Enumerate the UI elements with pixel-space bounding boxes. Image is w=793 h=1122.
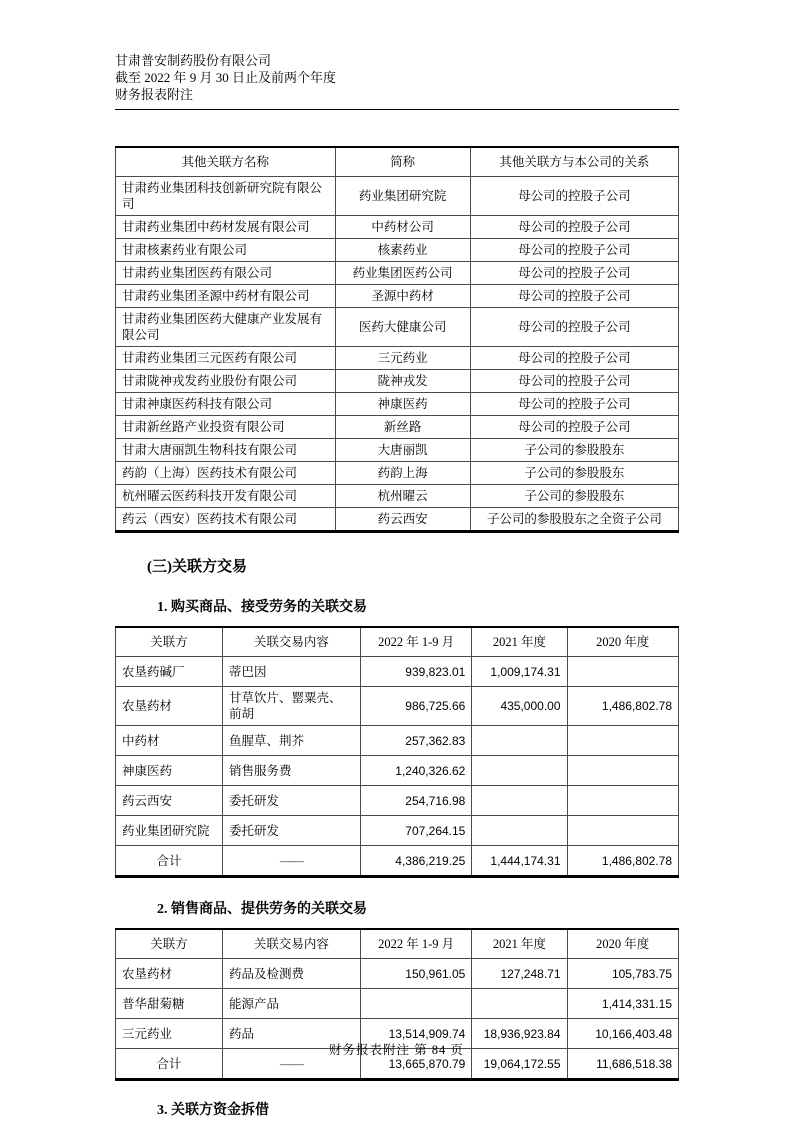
table-cell: 药品 — [222, 1019, 360, 1049]
table-cell — [567, 726, 679, 756]
table-cell: 甘草饮片、罂粟壳、前胡 — [222, 687, 360, 726]
column-header: 其他关联方与本公司的关系 — [470, 147, 678, 177]
table-row — [116, 462, 679, 485]
table-cell: 母公司的控股子公司 — [470, 370, 678, 393]
table-cell: 18,936,923.84 — [472, 1019, 567, 1049]
table-cell: 药云西安 — [116, 786, 223, 816]
table-row — [116, 177, 679, 216]
table-cell: 母公司的控股子公司 — [470, 416, 678, 439]
table-cell: 127,248.71 — [472, 959, 567, 989]
sales-section-heading: 2. 销售商品、提供劳务的关联交易 — [157, 902, 367, 917]
table-cell — [472, 816, 567, 846]
table-row — [116, 308, 679, 347]
table-cell: 神康医药 — [116, 756, 223, 786]
table-cell: 甘肃神康医药科技有限公司 — [116, 393, 336, 416]
table-cell: 普华甜菊糖 — [116, 989, 223, 1019]
table-cell: 中药材公司 — [335, 216, 470, 239]
table-cell: 圣源中药材 — [335, 285, 470, 308]
table-cell: 1,444,174.31 — [472, 846, 567, 877]
table-cell: 甘肃药业集团三元医药有限公司 — [116, 347, 336, 370]
table-cell: 甘肃药业集团医药大健康产业发展有限公司 — [116, 308, 336, 347]
table-cell: 三元药业 — [116, 1019, 223, 1049]
table-cell: 甘肃药业集团科技创新研究院有限公司 — [116, 177, 336, 216]
table-cell: 257,362.83 — [360, 726, 471, 756]
table-row — [116, 687, 679, 726]
table-cell: 19,064,172.55 — [472, 1049, 567, 1080]
table-cell: 1,486,802.78 — [567, 846, 679, 877]
header-rule — [115, 109, 679, 110]
page-footer: 财务报表附注 第 84 页 — [329, 1043, 464, 1057]
table-cell — [567, 657, 679, 687]
table-cell: 陇神戎发 — [335, 370, 470, 393]
column-header: 2021 年度 — [472, 929, 567, 959]
table-row — [116, 393, 679, 416]
table-cell: 农垦药材 — [116, 959, 223, 989]
table-cell: 1,414,331.15 — [567, 989, 679, 1019]
table-cell: 13,665,870.79 — [360, 1049, 471, 1080]
page-header-doc-title: 财务报表附注 — [115, 87, 194, 102]
column-header: 其他关联方名称 — [116, 147, 336, 177]
page-header — [115, 52, 679, 103]
table-cell: 子公司的参股股东 — [470, 485, 678, 508]
table-cell: 254,716.98 — [360, 786, 471, 816]
table-cell: 1,009,174.31 — [472, 657, 567, 687]
table-cell: 新丝路 — [335, 416, 470, 439]
table-cell: 神康医药 — [335, 393, 470, 416]
table-cell: 鱼腥草、荆芥 — [222, 726, 360, 756]
table-row — [116, 786, 679, 816]
column-header: 2022 年 1-9 月 — [360, 929, 471, 959]
page-header-company: 甘肃普安制药股份有限公司 — [115, 53, 272, 68]
table-cell: 药业集团研究院 — [116, 816, 223, 846]
table-cell: 核素药业 — [335, 239, 470, 262]
table-cell: 甘肃新丝路产业投资有限公司 — [116, 416, 336, 439]
table-row — [116, 239, 679, 262]
table-row — [116, 285, 679, 308]
table-cell: 986,725.66 — [360, 687, 471, 726]
table-row — [116, 726, 679, 756]
table-cell: 11,686,518.38 — [567, 1049, 679, 1080]
column-header: 2021 年度 — [472, 627, 567, 657]
page-header-period: 截至 2022 年 9 月 30 日止及前两个年度 — [115, 70, 337, 85]
table-cell: 合计 — [116, 1049, 223, 1080]
table-cell — [567, 756, 679, 786]
table-cell — [567, 816, 679, 846]
column-header: 2020 年度 — [567, 929, 679, 959]
column-header: 关联方 — [116, 929, 223, 959]
table-cell: 甘肃陇神戎发药业股份有限公司 — [116, 370, 336, 393]
table-row — [116, 989, 679, 1019]
table-cell: 母公司的控股子公司 — [470, 308, 678, 347]
column-header: 2020 年度 — [567, 627, 679, 657]
table-cell: 能源产品 — [222, 989, 360, 1019]
table-cell — [360, 989, 471, 1019]
table-cell: 药业集团医药公司 — [335, 262, 470, 285]
table-cell: 医药大健康公司 — [335, 308, 470, 347]
related-parties-table — [115, 146, 679, 533]
table-cell: 三元药业 — [335, 347, 470, 370]
table-cell: —— — [222, 1049, 360, 1080]
table-cell — [472, 756, 567, 786]
table-cell: 药业集团研究院 — [335, 177, 470, 216]
table-cell: 母公司的控股子公司 — [470, 347, 678, 370]
table-row — [116, 216, 679, 239]
table-cell: 子公司的参股股东 — [470, 439, 678, 462]
table-header-row — [116, 147, 679, 177]
table-cell: 母公司的控股子公司 — [470, 239, 678, 262]
table-cell: 子公司的参股股东之全资子公司 — [470, 508, 678, 532]
table-cell — [472, 786, 567, 816]
table-cell: 甘肃药业集团医药有限公司 — [116, 262, 336, 285]
table-cell: 合计 — [116, 846, 223, 877]
table-cell: 150,961.05 — [360, 959, 471, 989]
table-row — [116, 439, 679, 462]
table-cell: 农垦药材 — [116, 687, 223, 726]
table-cell: 中药材 — [116, 726, 223, 756]
table-cell: 杭州曜云医药科技开发有限公司 — [116, 485, 336, 508]
table-row — [116, 508, 679, 532]
purchase-section-heading: 1. 购买商品、接受劳务的关联交易 — [157, 600, 367, 615]
table-cell: 母公司的控股子公司 — [470, 393, 678, 416]
purchase-transactions-table — [115, 626, 679, 878]
table-cell: 甘肃核素药业有限公司 — [116, 239, 336, 262]
table-row — [116, 347, 679, 370]
table-cell: 药韵上海 — [335, 462, 470, 485]
column-header: 简称 — [335, 147, 470, 177]
table-cell: 甘肃药业集团圣源中药材有限公司 — [116, 285, 336, 308]
table-row — [116, 262, 679, 285]
table-cell: 甘肃药业集团中药材发展有限公司 — [116, 216, 336, 239]
table-cell: 707,264.15 — [360, 816, 471, 846]
table-cell: 委托研发 — [222, 816, 360, 846]
table-row — [116, 416, 679, 439]
table-cell: 母公司的控股子公司 — [470, 177, 678, 216]
table-cell: 销售服务费 — [222, 756, 360, 786]
table-row — [116, 816, 679, 846]
table-cell: 母公司的控股子公司 — [470, 285, 678, 308]
section-heading-related-transactions: (三)关联方交易 — [147, 559, 247, 575]
table-row — [116, 959, 679, 989]
table-cell: 435,000.00 — [472, 687, 567, 726]
table-row — [116, 846, 679, 877]
column-header: 2022 年 1-9 月 — [360, 627, 471, 657]
table-cell: 10,166,403.48 — [567, 1019, 679, 1049]
table-row — [116, 370, 679, 393]
table-row — [116, 657, 679, 687]
table-cell: 杭州曜云 — [335, 485, 470, 508]
table-cell: 药韵（上海）医药技术有限公司 — [116, 462, 336, 485]
column-header: 关联交易内容 — [222, 929, 360, 959]
column-header: 关联方 — [116, 627, 223, 657]
table-cell: 939,823.01 — [360, 657, 471, 687]
loans-section-heading: 3. 关联方资金拆借 — [157, 1103, 269, 1118]
column-header: 关联交易内容 — [222, 627, 360, 657]
table-cell: 105,783.75 — [567, 959, 679, 989]
table-row — [116, 485, 679, 508]
table-cell: 大唐丽凯 — [335, 439, 470, 462]
table-cell: 蒂巴因 — [222, 657, 360, 687]
table-cell — [567, 786, 679, 816]
sales-transactions-table — [115, 928, 679, 1081]
table-header-row — [116, 627, 679, 657]
table-cell: 委托研发 — [222, 786, 360, 816]
table-header-row — [116, 929, 679, 959]
table-cell: 13,514,909.74 — [360, 1019, 471, 1049]
table-cell: 甘肃大唐丽凯生物科技有限公司 — [116, 439, 336, 462]
table-cell: 1,240,326.62 — [360, 756, 471, 786]
table-cell: —— — [222, 846, 360, 877]
table-cell — [472, 989, 567, 1019]
table-cell: 1,486,802.78 — [567, 687, 679, 726]
table-cell: 4,386,219.25 — [360, 846, 471, 877]
table-cell: 药云（西安）医药技术有限公司 — [116, 508, 336, 532]
table-cell: 药云西安 — [335, 508, 470, 532]
table-cell: 母公司的控股子公司 — [470, 262, 678, 285]
table-cell: 农垦药碱厂 — [116, 657, 223, 687]
table-cell — [472, 726, 567, 756]
table-cell: 母公司的控股子公司 — [470, 216, 678, 239]
table-cell: 药品及检测费 — [222, 959, 360, 989]
table-cell: 子公司的参股股东 — [470, 462, 678, 485]
table-row — [116, 756, 679, 786]
